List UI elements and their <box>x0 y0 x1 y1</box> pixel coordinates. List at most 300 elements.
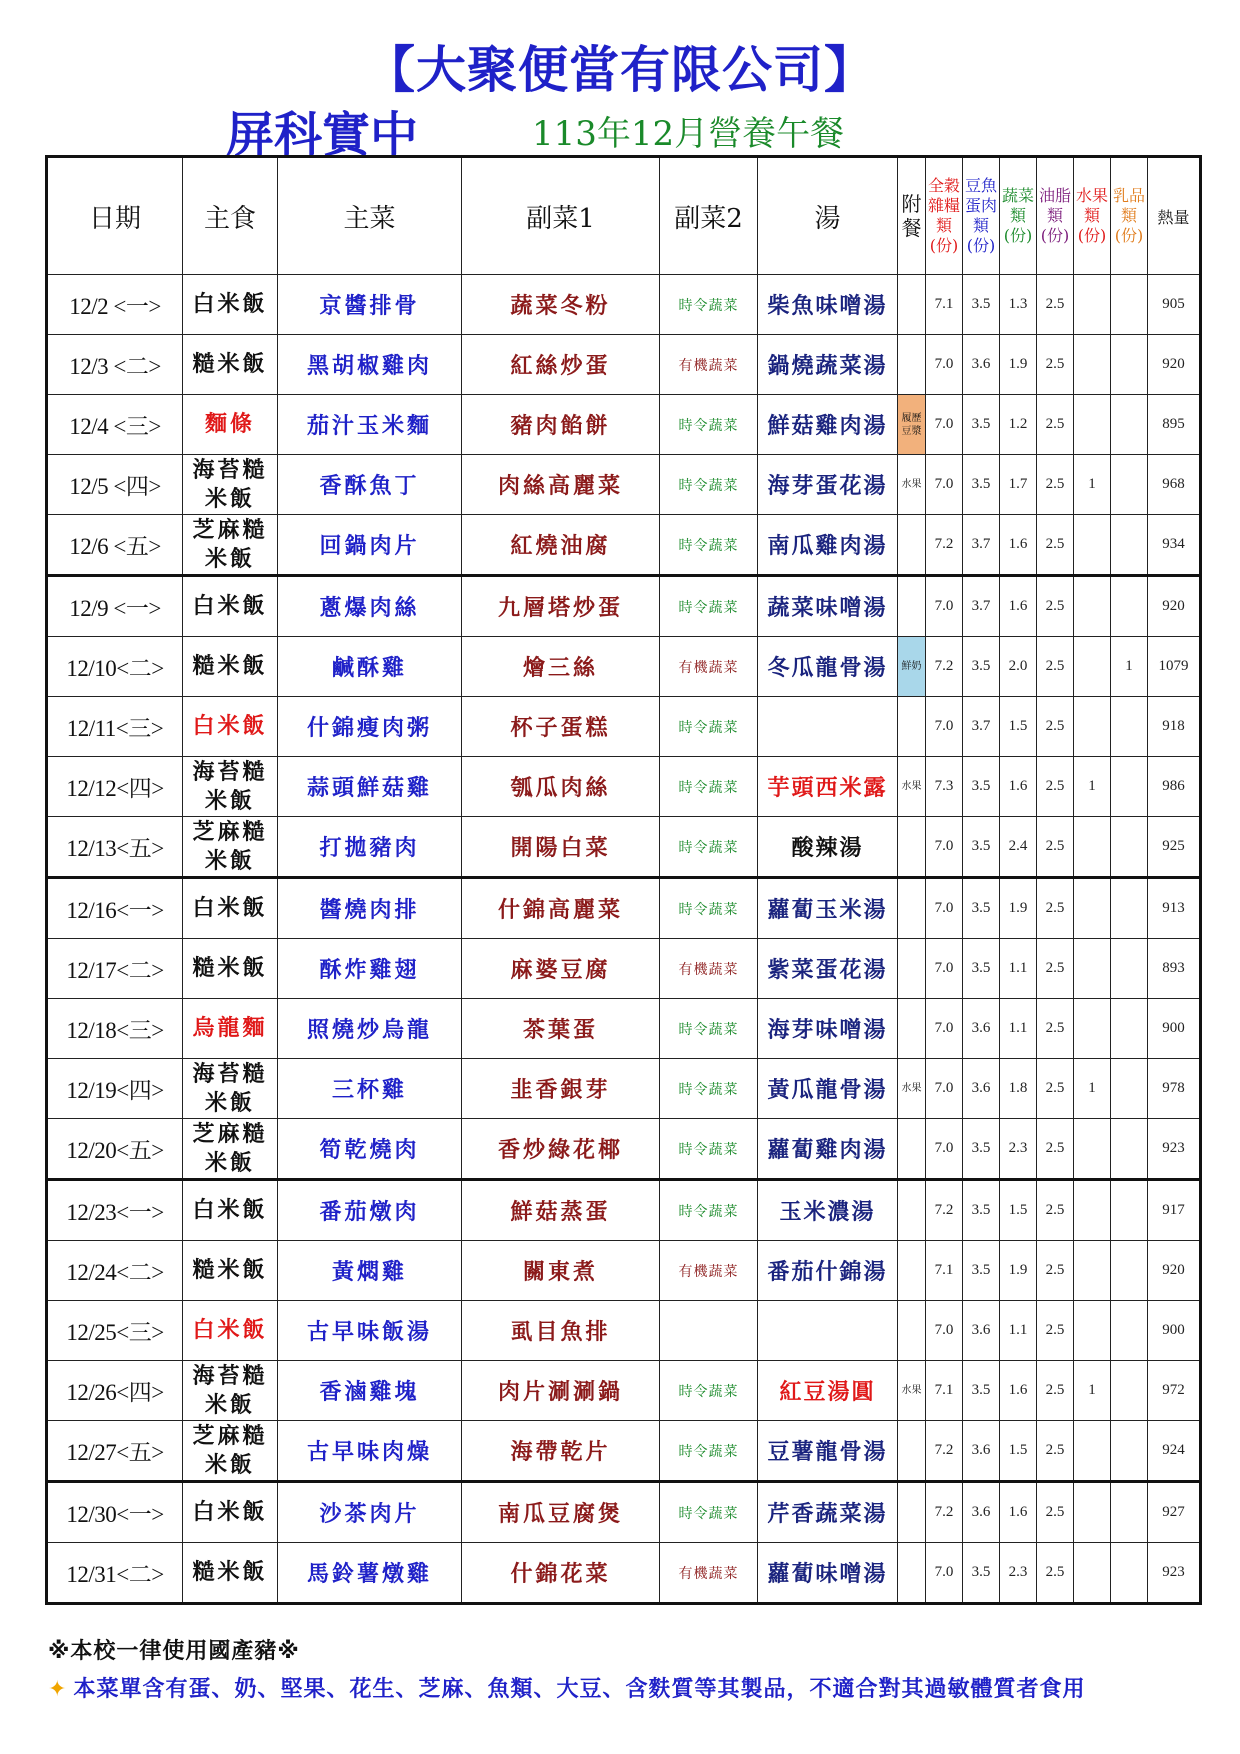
grain-cell: 7.0 <box>926 1301 963 1361</box>
main-dish-cell: 番茄燉肉 <box>278 1180 462 1241</box>
fruit-cell: 1 <box>1074 455 1111 515</box>
table-row <box>47 878 1201 939</box>
table-row <box>47 576 1201 637</box>
side-dish2-cell: 時令蔬菜 <box>660 817 758 878</box>
staple-cell: 海苔糙米飯 <box>183 757 278 817</box>
extra-cell <box>898 515 926 576</box>
main-dish-cell: 古早味肉燥 <box>278 1421 462 1482</box>
side-dish1-cell: 麻婆豆腐 <box>462 939 660 999</box>
main-dish-cell: 打拋豬肉 <box>278 817 462 878</box>
date-cell: 12/2 <一> <box>47 275 183 335</box>
dairy-cell <box>1111 1421 1148 1482</box>
side-dish2-cell: 有機蔬菜 <box>660 335 758 395</box>
side-dish1-cell: 肉片涮涮鍋 <box>462 1361 660 1421</box>
date-cell: 12/18<三> <box>47 999 183 1059</box>
oil-cell: 2.5 <box>1037 1421 1074 1482</box>
side-dish2-cell: 時令蔬菜 <box>660 1119 758 1180</box>
side-dish2-cell: 時令蔬菜 <box>660 878 758 939</box>
soup-cell: 蘿蔔玉米湯 <box>758 878 898 939</box>
side-dish1-cell: 茶葉蛋 <box>462 999 660 1059</box>
table-row <box>47 637 1201 697</box>
grain-cell: 7.3 <box>926 757 963 817</box>
staple-cell: 糙米飯 <box>183 335 278 395</box>
protein-cell: 3.6 <box>963 335 1000 395</box>
protein-cell: 3.5 <box>963 1241 1000 1301</box>
extra-cell <box>898 697 926 757</box>
date-cell: 12/17<二> <box>47 939 183 999</box>
protein-cell: 3.7 <box>963 515 1000 576</box>
side-dish2-cell: 時令蔬菜 <box>660 1421 758 1482</box>
date-cell: 12/5 <四> <box>47 455 183 515</box>
school-name: 屏科實中 <box>226 107 419 163</box>
protein-cell: 3.5 <box>963 275 1000 335</box>
header-dairy: 乳品類(份) <box>1111 157 1148 275</box>
table-row <box>47 1059 1201 1119</box>
soup-cell: 蔬菜味噌湯 <box>758 576 898 637</box>
side-dish1-cell: 關東煮 <box>462 1241 660 1301</box>
calories-cell: 986 <box>1148 757 1201 817</box>
grain-cell: 7.1 <box>926 1241 963 1301</box>
side-dish2-cell: 有機蔬菜 <box>660 637 758 697</box>
soup-cell: 番茄什錦湯 <box>758 1241 898 1301</box>
soup-cell: 鍋燒蔬菜湯 <box>758 335 898 395</box>
staple-cell: 麵條 <box>183 395 278 455</box>
fruit-cell <box>1074 878 1111 939</box>
date-cell: 12/9 <一> <box>47 576 183 637</box>
oil-cell: 2.5 <box>1037 395 1074 455</box>
calories-cell: 920 <box>1148 1241 1201 1301</box>
staple-cell: 芝麻糙米飯 <box>183 817 278 878</box>
grain-cell: 7.0 <box>926 395 963 455</box>
date-cell: 12/30<一> <box>47 1482 183 1543</box>
fruit-cell <box>1074 939 1111 999</box>
dairy-cell <box>1111 697 1148 757</box>
dairy-cell <box>1111 817 1148 878</box>
calories-cell: 924 <box>1148 1421 1201 1482</box>
side-dish1-cell: 南瓜豆腐煲 <box>462 1482 660 1543</box>
protein-cell: 3.5 <box>963 637 1000 697</box>
side-dish1-cell: 什錦高麗菜 <box>462 878 660 939</box>
main-dish-cell: 醬燒肉排 <box>278 878 462 939</box>
veg-cell: 1.5 <box>1000 1180 1037 1241</box>
side-dish1-cell: 韭香銀芽 <box>462 1059 660 1119</box>
header-oil: 油脂類(份) <box>1037 157 1074 275</box>
main-dish-cell: 黃燜雞 <box>278 1241 462 1301</box>
side-dish2-cell: 時令蔬菜 <box>660 455 758 515</box>
veg-cell: 1.9 <box>1000 1241 1037 1301</box>
date-cell: 12/13<五> <box>47 817 183 878</box>
side-dish2-cell: 時令蔬菜 <box>660 999 758 1059</box>
soup-cell: 芋頭西米露 <box>758 757 898 817</box>
header-grain: 全穀雜糧類(份) <box>926 157 963 275</box>
protein-cell: 3.5 <box>963 1119 1000 1180</box>
dairy-cell <box>1111 1180 1148 1241</box>
date-cell: 12/27<五> <box>47 1421 183 1482</box>
main-dish-cell: 什錦瘦肉粥 <box>278 697 462 757</box>
table-row <box>47 455 1201 515</box>
grain-cell: 7.0 <box>926 1543 963 1604</box>
grain-cell: 7.2 <box>926 515 963 576</box>
staple-cell: 糙米飯 <box>183 939 278 999</box>
dairy-cell <box>1111 455 1148 515</box>
table-header-row <box>47 157 1201 275</box>
extra-cell <box>898 1543 926 1604</box>
table-row <box>47 395 1201 455</box>
calories-cell: 905 <box>1148 275 1201 335</box>
header-date: 日期 <box>47 157 183 275</box>
dairy-cell <box>1111 1482 1148 1543</box>
oil-cell: 2.5 <box>1037 939 1074 999</box>
dairy-cell <box>1111 576 1148 637</box>
fruit-cell: 1 <box>1074 1361 1111 1421</box>
fruit-cell <box>1074 1482 1111 1543</box>
menu-subtitle: 113年12月營養午餐 <box>532 114 845 154</box>
extra-cell <box>898 878 926 939</box>
oil-cell: 2.5 <box>1037 1482 1074 1543</box>
side-dish2-cell: 時令蔬菜 <box>660 757 758 817</box>
staple-cell: 芝麻糙米飯 <box>183 1421 278 1482</box>
fruit-cell <box>1074 1301 1111 1361</box>
dairy-cell <box>1111 757 1148 817</box>
grain-cell: 7.0 <box>926 1119 963 1180</box>
fruit-cell <box>1074 1543 1111 1604</box>
grain-cell: 7.0 <box>926 697 963 757</box>
soup-cell: 柴魚味噌湯 <box>758 275 898 335</box>
header-fruit: 水果類(份) <box>1074 157 1111 275</box>
main-dish-cell: 回鍋肉片 <box>278 515 462 576</box>
soup-cell: 紫菜蛋花湯 <box>758 939 898 999</box>
star-icon: ✦ <box>48 1677 68 1702</box>
calories-cell: 900 <box>1148 1301 1201 1361</box>
oil-cell: 2.5 <box>1037 1241 1074 1301</box>
table-row <box>47 1361 1201 1421</box>
side-dish1-cell: 鮮菇蒸蛋 <box>462 1180 660 1241</box>
protein-cell: 3.5 <box>963 939 1000 999</box>
calories-cell: 913 <box>1148 878 1201 939</box>
fruit-cell <box>1074 395 1111 455</box>
calories-cell: 923 <box>1148 1543 1201 1604</box>
fruit-cell <box>1074 1241 1111 1301</box>
side-dish2-cell: 時令蔬菜 <box>660 275 758 335</box>
veg-cell: 2.3 <box>1000 1543 1037 1604</box>
main-dish-cell: 茄汁玉米麵 <box>278 395 462 455</box>
staple-cell: 海苔糙米飯 <box>183 455 278 515</box>
veg-cell: 2.3 <box>1000 1119 1037 1180</box>
fruit-cell <box>1074 1119 1111 1180</box>
table-row <box>47 817 1201 878</box>
veg-cell: 1.7 <box>1000 455 1037 515</box>
fruit-cell <box>1074 1421 1111 1482</box>
veg-cell: 1.9 <box>1000 878 1037 939</box>
veg-cell: 1.6 <box>1000 1361 1037 1421</box>
calories-cell: 920 <box>1148 576 1201 637</box>
veg-cell: 1.6 <box>1000 1482 1037 1543</box>
fruit-cell: 1 <box>1074 1059 1111 1119</box>
staple-cell: 白米飯 <box>183 697 278 757</box>
extra-cell <box>898 999 926 1059</box>
extra-cell <box>898 576 926 637</box>
side-dish2-cell: 時令蔬菜 <box>660 1059 758 1119</box>
side-dish2-cell: 時令蔬菜 <box>660 576 758 637</box>
oil-cell: 2.5 <box>1037 1361 1074 1421</box>
staple-cell: 白米飯 <box>183 1301 278 1361</box>
fruit-cell <box>1074 275 1111 335</box>
table-row <box>47 757 1201 817</box>
extra-cell: 水果 <box>898 455 926 515</box>
protein-cell: 3.5 <box>963 757 1000 817</box>
grain-cell: 7.0 <box>926 999 963 1059</box>
main-dish-cell: 香滷雞塊 <box>278 1361 462 1421</box>
dairy-cell <box>1111 1059 1148 1119</box>
calories-cell: 927 <box>1148 1482 1201 1543</box>
dairy-cell <box>1111 395 1148 455</box>
soup-cell: 玉米濃湯 <box>758 1180 898 1241</box>
dairy-cell <box>1111 1543 1148 1604</box>
oil-cell: 2.5 <box>1037 1119 1074 1180</box>
dairy-cell <box>1111 1361 1148 1421</box>
protein-cell: 3.5 <box>963 878 1000 939</box>
main-dish-cell: 筍乾燒肉 <box>278 1119 462 1180</box>
date-cell: 12/3 <二> <box>47 335 183 395</box>
extra-cell <box>898 335 926 395</box>
oil-cell: 2.5 <box>1037 1180 1074 1241</box>
protein-cell: 3.5 <box>963 1361 1000 1421</box>
date-cell: 12/24<二> <box>47 1241 183 1301</box>
calories-cell: 920 <box>1148 335 1201 395</box>
lunch-menu-table <box>45 155 1202 1605</box>
dairy-cell <box>1111 939 1148 999</box>
fruit-cell <box>1074 817 1111 878</box>
main-dish-cell: 沙茶肉片 <box>278 1482 462 1543</box>
extra-cell <box>898 1241 926 1301</box>
calories-cell: 972 <box>1148 1361 1201 1421</box>
date-cell: 12/4 <三> <box>47 395 183 455</box>
main-dish-cell: 京醬排骨 <box>278 275 462 335</box>
menu-body <box>47 275 1201 1604</box>
staple-cell: 烏龍麵 <box>183 999 278 1059</box>
side-dish1-cell: 九層塔炒蛋 <box>462 576 660 637</box>
date-cell: 12/11<三> <box>47 697 183 757</box>
protein-cell: 3.6 <box>963 1301 1000 1361</box>
table-row <box>47 999 1201 1059</box>
protein-cell: 3.6 <box>963 1059 1000 1119</box>
side-dish2-cell: 時令蔬菜 <box>660 1361 758 1421</box>
extra-cell <box>898 275 926 335</box>
grain-cell: 7.0 <box>926 1059 963 1119</box>
allergy-note: 本菜單含有蛋、奶、堅果、花生、芝麻、魚類、大豆、含麩質等其製品，不適合對其過敏體質者食用 <box>73 1677 1086 1702</box>
table-row <box>47 335 1201 395</box>
header-calories: 熱量 <box>1148 157 1201 275</box>
company-title: 【大聚便當有限公司】 <box>365 41 875 99</box>
staple-cell: 糙米飯 <box>183 637 278 697</box>
header-main: 主菜 <box>278 157 462 275</box>
soup-cell: 蘿蔔味噌湯 <box>758 1543 898 1604</box>
table-row <box>47 1119 1201 1180</box>
table-row <box>47 1241 1201 1301</box>
staple-cell: 芝麻糙米飯 <box>183 1119 278 1180</box>
side-dish1-cell: 海帶乾片 <box>462 1421 660 1482</box>
oil-cell: 2.5 <box>1037 335 1074 395</box>
dairy-cell <box>1111 1301 1148 1361</box>
oil-cell: 2.5 <box>1037 515 1074 576</box>
grain-cell: 7.0 <box>926 817 963 878</box>
date-cell: 12/23<一> <box>47 1180 183 1241</box>
staple-cell: 糙米飯 <box>183 1241 278 1301</box>
main-dish-cell: 黑胡椒雞肉 <box>278 335 462 395</box>
side-dish2-cell: 時令蔬菜 <box>660 515 758 576</box>
veg-cell: 1.5 <box>1000 1421 1037 1482</box>
dairy-cell: 1 <box>1111 637 1148 697</box>
table-row <box>47 1543 1201 1604</box>
main-dish-cell: 馬鈴薯燉雞 <box>278 1543 462 1604</box>
veg-cell: 2.0 <box>1000 637 1037 697</box>
soup-cell: 豆薯龍骨湯 <box>758 1421 898 1482</box>
extra-cell <box>898 1180 926 1241</box>
date-cell: 12/6 <五> <box>47 515 183 576</box>
side-dish2-cell: 時令蔬菜 <box>660 1180 758 1241</box>
dairy-cell <box>1111 878 1148 939</box>
staple-cell: 芝麻糙米飯 <box>183 515 278 576</box>
veg-cell: 1.8 <box>1000 1059 1037 1119</box>
main-dish-cell: 蒜頭鮮菇雞 <box>278 757 462 817</box>
staple-cell: 白米飯 <box>183 275 278 335</box>
table-row <box>47 939 1201 999</box>
extra-cell <box>898 1421 926 1482</box>
calories-cell: 978 <box>1148 1059 1201 1119</box>
fruit-cell <box>1074 637 1111 697</box>
main-dish-cell: 酥炸雞翅 <box>278 939 462 999</box>
calories-cell: 1079 <box>1148 637 1201 697</box>
soup-cell <box>758 697 898 757</box>
staple-cell: 白米飯 <box>183 878 278 939</box>
table-row <box>47 1301 1201 1361</box>
oil-cell: 2.5 <box>1037 1543 1074 1604</box>
oil-cell: 2.5 <box>1037 637 1074 697</box>
oil-cell: 2.5 <box>1037 757 1074 817</box>
oil-cell: 2.5 <box>1037 1059 1074 1119</box>
date-cell: 12/16<一> <box>47 878 183 939</box>
protein-cell: 3.5 <box>963 395 1000 455</box>
calories-cell: 925 <box>1148 817 1201 878</box>
soup-cell: 紅豆湯圓 <box>758 1361 898 1421</box>
header-side1: 副菜1 <box>462 157 660 275</box>
staple-cell: 糙米飯 <box>183 1543 278 1604</box>
side-dish1-cell: 什錦花菜 <box>462 1543 660 1604</box>
header-protein: 豆魚蛋肉類(份) <box>963 157 1000 275</box>
extra-cell: 水果 <box>898 1059 926 1119</box>
header-extra: 附餐 <box>898 157 926 275</box>
protein-cell: 3.7 <box>963 697 1000 757</box>
side-dish2-cell <box>660 1301 758 1361</box>
veg-cell: 1.5 <box>1000 697 1037 757</box>
date-cell: 12/12<四> <box>47 757 183 817</box>
main-dish-cell: 蔥爆肉絲 <box>278 576 462 637</box>
veg-cell: 1.6 <box>1000 576 1037 637</box>
oil-cell: 2.5 <box>1037 697 1074 757</box>
side-dish1-cell: 燴三絲 <box>462 637 660 697</box>
staple-cell: 白米飯 <box>183 1180 278 1241</box>
grain-cell: 7.1 <box>926 275 963 335</box>
header-side2: 副菜2 <box>660 157 758 275</box>
fruit-cell <box>1074 697 1111 757</box>
dairy-cell <box>1111 1241 1148 1301</box>
oil-cell: 2.5 <box>1037 1301 1074 1361</box>
extra-cell: 水果 <box>898 1361 926 1421</box>
veg-cell: 1.6 <box>1000 757 1037 817</box>
side-dish2-cell: 有機蔬菜 <box>660 1241 758 1301</box>
dairy-cell <box>1111 1119 1148 1180</box>
side-dish1-cell: 開陽白菜 <box>462 817 660 878</box>
fruit-cell <box>1074 335 1111 395</box>
table-row <box>47 697 1201 757</box>
staple-cell: 白米飯 <box>183 1482 278 1543</box>
extra-cell <box>898 1301 926 1361</box>
soup-cell <box>758 1301 898 1361</box>
grain-cell: 7.0 <box>926 939 963 999</box>
grain-cell: 7.0 <box>926 335 963 395</box>
fruit-cell: 1 <box>1074 757 1111 817</box>
protein-cell: 3.6 <box>963 1482 1000 1543</box>
fruit-cell <box>1074 576 1111 637</box>
extra-cell <box>898 817 926 878</box>
calories-cell: 895 <box>1148 395 1201 455</box>
oil-cell: 2.5 <box>1037 817 1074 878</box>
side-dish2-cell: 時令蔬菜 <box>660 395 758 455</box>
dairy-cell <box>1111 275 1148 335</box>
grain-cell: 7.1 <box>926 1361 963 1421</box>
main-dish-cell: 鹹酥雞 <box>278 637 462 697</box>
table-row <box>47 1421 1201 1482</box>
veg-cell: 1.1 <box>1000 939 1037 999</box>
oil-cell: 2.5 <box>1037 999 1074 1059</box>
calories-cell: 934 <box>1148 515 1201 576</box>
header-soup: 湯 <box>758 157 898 275</box>
extra-cell: 水果 <box>898 757 926 817</box>
table-row <box>47 1482 1201 1543</box>
side-dish1-cell: 肉絲高麗菜 <box>462 455 660 515</box>
soup-cell: 黃瓜龍骨湯 <box>758 1059 898 1119</box>
calories-cell: 917 <box>1148 1180 1201 1241</box>
oil-cell: 2.5 <box>1037 878 1074 939</box>
veg-cell: 2.4 <box>1000 817 1037 878</box>
protein-cell: 3.5 <box>963 1543 1000 1604</box>
side-dish1-cell: 瓠瓜肉絲 <box>462 757 660 817</box>
protein-cell: 3.5 <box>963 1180 1000 1241</box>
soup-cell: 酸辣湯 <box>758 817 898 878</box>
protein-cell: 3.6 <box>963 999 1000 1059</box>
oil-cell: 2.5 <box>1037 576 1074 637</box>
soup-cell: 芹香蔬菜湯 <box>758 1482 898 1543</box>
protein-cell: 3.5 <box>963 817 1000 878</box>
main-dish-cell: 香酥魚丁 <box>278 455 462 515</box>
soup-cell: 蘿蔔雞肉湯 <box>758 1119 898 1180</box>
table-row <box>47 275 1201 335</box>
table-row <box>47 515 1201 576</box>
grain-cell: 7.2 <box>926 1421 963 1482</box>
extra-cell <box>898 1482 926 1543</box>
protein-cell: 3.5 <box>963 455 1000 515</box>
main-dish-cell: 古早味飯湯 <box>278 1301 462 1361</box>
oil-cell: 2.5 <box>1037 275 1074 335</box>
extra-cell <box>898 1119 926 1180</box>
side-dish2-cell: 有機蔬菜 <box>660 1543 758 1604</box>
grain-cell: 7.0 <box>926 576 963 637</box>
calories-cell: 918 <box>1148 697 1201 757</box>
oil-cell: 2.5 <box>1037 455 1074 515</box>
date-cell: 12/19<四> <box>47 1059 183 1119</box>
staple-cell: 海苔糙米飯 <box>183 1361 278 1421</box>
veg-cell: 1.2 <box>1000 395 1037 455</box>
